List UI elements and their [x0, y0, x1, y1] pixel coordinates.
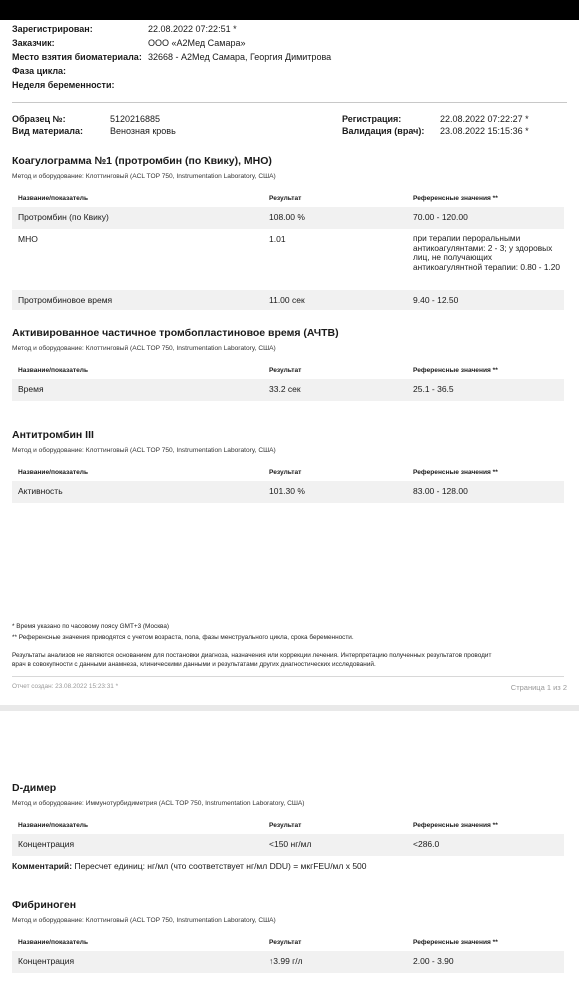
table-header [12, 820, 564, 832]
row-reference: <286.0 [413, 839, 440, 849]
material-value: Венозная кровь [110, 126, 176, 136]
footnote-timezone: * Время указано по часовому поясу GMT+3 (Москва) [12, 623, 170, 630]
row-name: Концентрация [18, 839, 75, 849]
registration-value: 22.08.2022 07:22:27 * [440, 114, 529, 124]
report-created: Отчет создан: 23.08.2022 15:23:31 * [12, 683, 119, 690]
footnote-reference: ** Референсные значения приводятся с учетом возраста, пола, фазы менструального цикла, срока беременности. [12, 634, 354, 641]
comment-text: Пересчет единиц: нг/мл (что соответствует нг/мл DDU) = мкгFEU/мл x 500 [74, 861, 367, 871]
high-flag-icon: ↑ [269, 956, 274, 966]
table-header [12, 193, 564, 205]
table-row [12, 290, 564, 310]
row-name: Протромбиновое время [18, 295, 113, 305]
registration-label: Регистрация: [342, 114, 402, 124]
place-value: 32668 - А2Мед Самара, Георгия Димитрова [148, 52, 332, 62]
col-result-header: Результат [269, 195, 302, 202]
table-row [12, 229, 564, 290]
footer-divider [12, 676, 564, 677]
col-result-header: Результат [269, 822, 302, 829]
page-break [0, 705, 579, 711]
row-name: Протромбин (по Квику) [18, 212, 109, 222]
col-name-header: Название/показатель [18, 939, 89, 946]
disclaimer-line-2: врач в совокупности с данными анамнеза, клиническими данными и результатами других диагностических исследований. [12, 661, 376, 668]
customer-label: Заказчик: [12, 38, 55, 48]
row-reference: 2.00 - 3.90 [413, 956, 454, 966]
row-result-value: 3.99 г/л [273, 956, 303, 966]
sample-label: Образец №: [12, 114, 66, 124]
section-method: Метод и оборудование: Клоттинговый (ACL TOP 750, Instrumentation Laboratory, США) [12, 447, 276, 454]
row-name: Концентрация [18, 956, 75, 966]
section-title: Антитромбин III [12, 429, 94, 441]
section-method: Метод и оборудование: Клоттинговый (ACL TOP 750, Instrumentation Laboratory, США) [12, 173, 276, 180]
col-result-header: Результат [269, 469, 302, 476]
row-reference: 9.40 - 12.50 [413, 295, 459, 305]
section-title: Коагулограмма №1 (протромбин (по Квику), МНО) [12, 155, 272, 167]
row-result: 33.2 сек [269, 384, 301, 394]
customer-value: ООО «А2Мед Самара» [148, 38, 246, 48]
row-result [269, 956, 303, 966]
cycle-label: Фаза цикла: [12, 66, 67, 76]
table-header [12, 937, 564, 949]
table-header [12, 467, 564, 479]
registered-value: 22.08.2022 07:22:51 * [148, 24, 237, 34]
row-name: Время [18, 384, 44, 394]
place-label: Место взятия биоматериала: [12, 52, 142, 62]
row-result: <150 нг/мл [269, 839, 312, 849]
section-title: Активированное частичное тромбопластиновое время (АЧТВ) [12, 327, 339, 339]
col-result-header: Результат [269, 939, 302, 946]
col-result-header: Результат [269, 367, 302, 374]
comment-label: Комментарий: [12, 861, 73, 871]
col-name-header: Название/показатель [18, 367, 89, 374]
col-reference-header: Референсные значения ** [413, 939, 498, 946]
table-row [12, 379, 564, 401]
page-number: Страница 1 из 2 [510, 683, 567, 692]
col-name-header: Название/показатель [18, 469, 89, 476]
row-result: 108.00 % [269, 212, 305, 222]
col-reference-header: Референсные значения ** [413, 367, 498, 374]
validation-value: 23.08.2022 15:15:36 * [440, 126, 529, 136]
validation-label: Валидация (врач): [342, 126, 425, 136]
section-method: Метод и оборудование: Клоттинговый (ACL TOP 750, Instrumentation Laboratory, США) [12, 917, 276, 924]
comment [12, 861, 367, 871]
sample-value: 5120216885 [110, 114, 161, 124]
registered-label: Зарегистрирован: [12, 24, 93, 34]
row-reference: 25.1 - 36.5 [413, 384, 454, 394]
row-reference: 83.00 - 128.00 [413, 486, 468, 496]
top-black-bar [0, 0, 579, 20]
disclaimer-line-1: Результаты анализов не являются основанием для постановки диагноза, назначения или коррекции лечения. Интерпретацию полученных результатов проводит [12, 652, 492, 659]
col-name-header: Название/показатель [18, 195, 89, 202]
table-header [12, 365, 564, 377]
row-reference: 70.00 - 120.00 [413, 212, 468, 222]
row-name: Активность [18, 486, 63, 496]
pregnancy-label: Неделя беременности: [12, 80, 115, 90]
col-reference-header: Референсные значения ** [413, 195, 498, 202]
table-row [12, 207, 564, 229]
section-title: Фибриноген [12, 899, 77, 911]
header-divider [12, 102, 567, 103]
col-reference-header: Референсные значения ** [413, 469, 498, 476]
table-row [12, 834, 564, 856]
section-method: Метод и оборудование: Иммунотурбидиметрия (ACL TOP 750, Instrumentation Laboratory, США) [12, 800, 305, 807]
row-result: 101.30 % [269, 486, 305, 496]
row-name: МНО [18, 234, 38, 244]
section-method: Метод и оборудование: Клоттинговый (ACL TOP 750, Instrumentation Laboratory, США) [12, 345, 276, 352]
material-label: Вид материала: [12, 126, 83, 136]
table-row [12, 951, 564, 973]
col-name-header: Название/показатель [18, 822, 89, 829]
row-result: 11.00 сек [269, 295, 305, 305]
section-title: D-димер [12, 782, 57, 794]
row-result: 1.01 [269, 234, 286, 244]
row-reference: при терапии пероральными антикоагулянтами: 2 - 3; у здоровых лиц, не получающих антикоагулянтной терапии: 0.80 - 1.20 [413, 233, 561, 272]
table-row [12, 481, 564, 503]
col-reference-header: Референсные значения ** [413, 822, 498, 829]
